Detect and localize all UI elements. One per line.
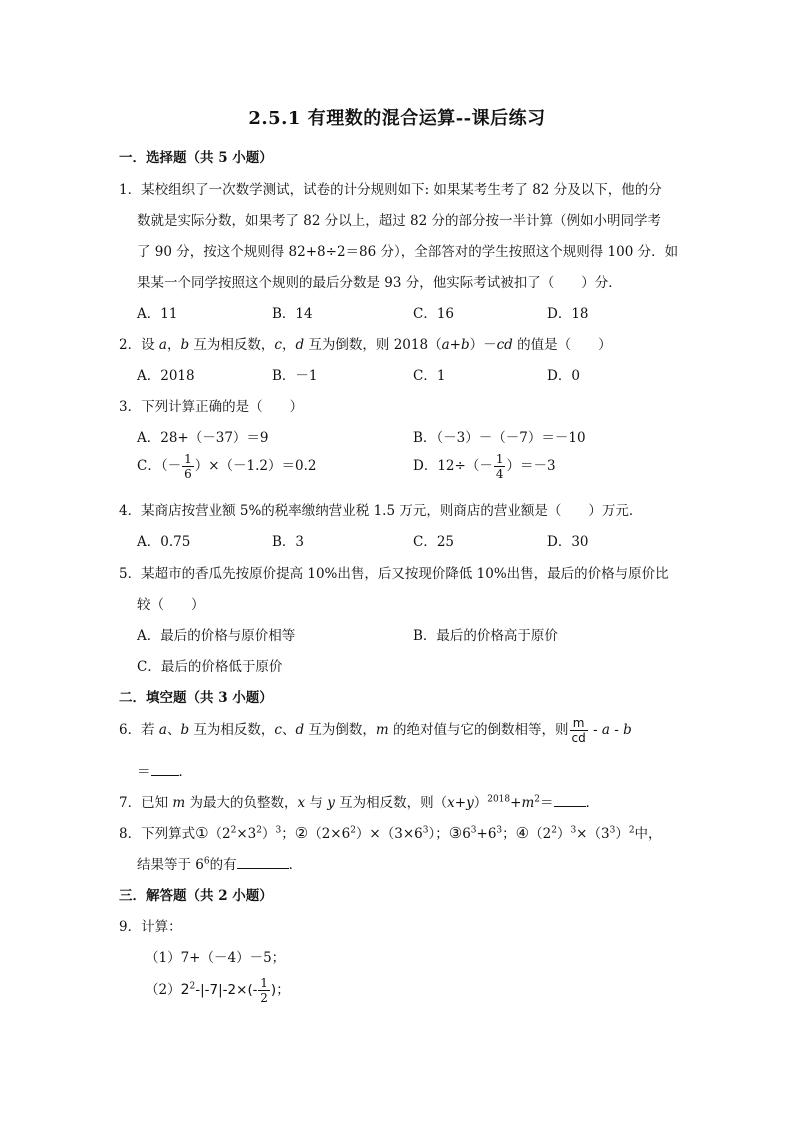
q7-stem: 7．已知 m 为最大的负整数，x 与 y 互为相反数，则$(x+y)^{2018}+m^2=$ ．: [119, 794, 599, 811]
q1-option-a: A．11: [137, 306, 178, 322]
q6-answer-blank[interactable]: [151, 763, 179, 776]
q9-fraction: $\frac{1}{2}$: [260, 976, 268, 1005]
q5-line2: 较（ ）: [137, 597, 205, 613]
q1-option-d: D．18: [547, 306, 589, 322]
q4-option-a: A．0.75: [137, 534, 191, 550]
q1-option-c: C．16: [413, 306, 455, 322]
q2-option-d: D．0: [547, 368, 580, 384]
q2-stem: 2．设 a，b 互为相反数，c，d 互为倒数，则 2018（a+b）－cd 的值是（ ）: [119, 337, 612, 353]
section-fill-heading: 二．填空题（共 3 小题）: [119, 690, 273, 706]
q1-line3: 了 90 分，按这个规则得 82+8÷2＝86 分），全部答对的学生按照这个规则得 100 分．如: [137, 244, 679, 260]
q7-answer-blank[interactable]: [554, 794, 586, 807]
q1-line1: 1．某校组织了一次数学测试，试卷的计分规则如下: 如果某考生考了 82 分及以下，他的分: [119, 182, 662, 198]
q4-stem: 4．某商店按营业额 5%的税率缴纳营业税 1.5 万元，则商店的营业额是（ ）万元．: [119, 503, 643, 519]
q3-d-fraction: $\frac{1}{4}$: [495, 452, 504, 481]
q2-option-a: A．2018: [137, 368, 195, 384]
q6-answer-line: ＝ ．: [137, 764, 192, 780]
q1-option-b: B．14: [272, 306, 313, 322]
q1-line2: 数就是实际分数，如果考了 82 分以上，超过 82 分的部分按一半计算（例如小明同学考: [137, 213, 662, 229]
q8-line1: 8．下列算式$①(2^2\times 3^2)^3$；$②(2\times 6^2)\times(3\times 6^3)$；$③6^3+6^3$；$④(2^2)^3\times(3^3)^2$中，: [119, 824, 662, 842]
q9-part2: $(2)2^2-|-7|-2\times(-$ $\frac{1}{2}$ )；: [145, 976, 290, 1005]
q2-option-c: C．1: [413, 368, 446, 384]
q1-line4: 果某一个同学按照这个规则的最后分数是 93 分，他实际考试被扣了（ ）分．: [137, 275, 622, 291]
q3-c-fraction: $\frac{1}{6}$: [184, 452, 192, 481]
section-solve-heading: 三．解答题（共 2 小题）: [119, 888, 273, 904]
q9-part1: （1）7+（－4）－5；: [145, 950, 286, 966]
q5-option-a: A．最后的价格与原价相等: [137, 628, 296, 644]
q6-fraction: $\frac{m}{cd}$: [571, 716, 586, 745]
q5-option-c: C．最后的价格低于原价: [137, 659, 283, 675]
q3-option-b: B．（－3）－（－7）＝－10: [413, 430, 586, 446]
page-title: 2.5.1 有理数的混合运算--课后练习: [248, 108, 546, 129]
q6-stem: 6．若 a、b 互为相反数，c、d 互为倒数，m 的绝对值与它的倒数相等，则 $\frac{m}{cd}$ - a - b: [119, 716, 632, 745]
q8-answer-blank[interactable]: [237, 856, 289, 869]
q3-stem: 3．下列计算正确的是（ ）: [119, 399, 304, 415]
q5-option-b: B．最后的价格高于原价: [413, 628, 558, 644]
q2-option-b: B．－1: [272, 368, 318, 384]
q3-option-d: D．12÷（－ $\frac{1}{4}$ ）＝－3: [413, 452, 556, 481]
q5-line1: 5．某超市的香瓜先按原价提高 10%出售，后又按现价降低 10%出售，最后的价格与原价比: [119, 566, 669, 582]
q3-option-a: A．28+（－37）＝9: [137, 430, 269, 446]
q3-option-c: C．（－ $\frac{1}{6}$ ）×（－1.2）＝0.2: [137, 452, 317, 481]
q9-stem: 9．计算：: [119, 919, 182, 935]
q4-option-b: B．3: [272, 534, 305, 550]
section-choice-heading: 一．选择题（共 5 小题）: [119, 150, 273, 166]
q4-option-c: C．25: [413, 534, 455, 550]
q4-option-d: D．30: [547, 534, 589, 550]
q8-line2: 结果等于 $6^6$的有 ．: [137, 856, 303, 873]
